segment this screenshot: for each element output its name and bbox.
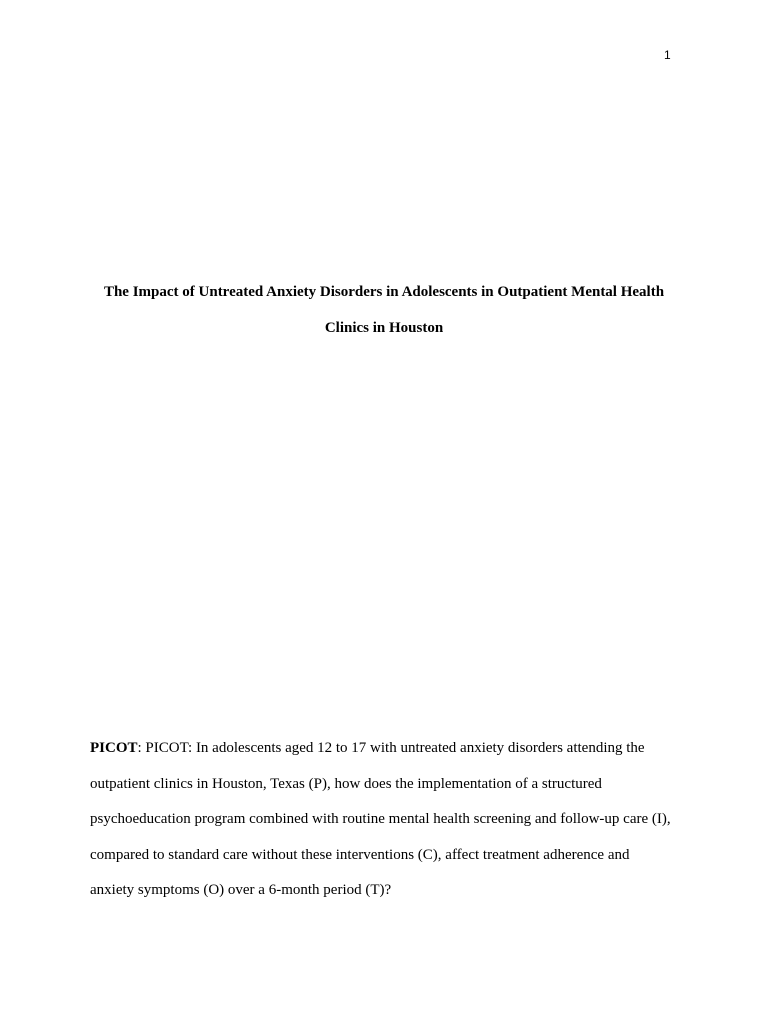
picot-paragraph [90,731,690,909]
picot-line-4: compared to standard care without these interventions (C), affect treatment adherence and [90,846,630,863]
title-line-1: The Impact of Untreated Anxiety Disorders in Adolescents in Outpatient Mental Health [103,284,665,300]
picot-line-3: psychoeducation program combined with routine mental health screening and follow-up care (I), [90,811,671,828]
picot-label: PICOT [90,740,138,756]
picot-line-2: outpatient clinics in Houston, Texas (P), how does the implementation of a structured [90,775,602,792]
picot-line-1 [90,731,690,767]
picot-line-1-text: : PICOT: In adolescents aged 12 to 17 with untreated anxiety disorders attending the [137,740,645,756]
picot-line-5: anxiety symptoms (O) over a 6-month period (T)? [90,882,392,899]
title-line-2: Clinics in Houston [324,319,444,336]
page-number: 1 [664,48,671,62]
document-title [60,275,708,346]
